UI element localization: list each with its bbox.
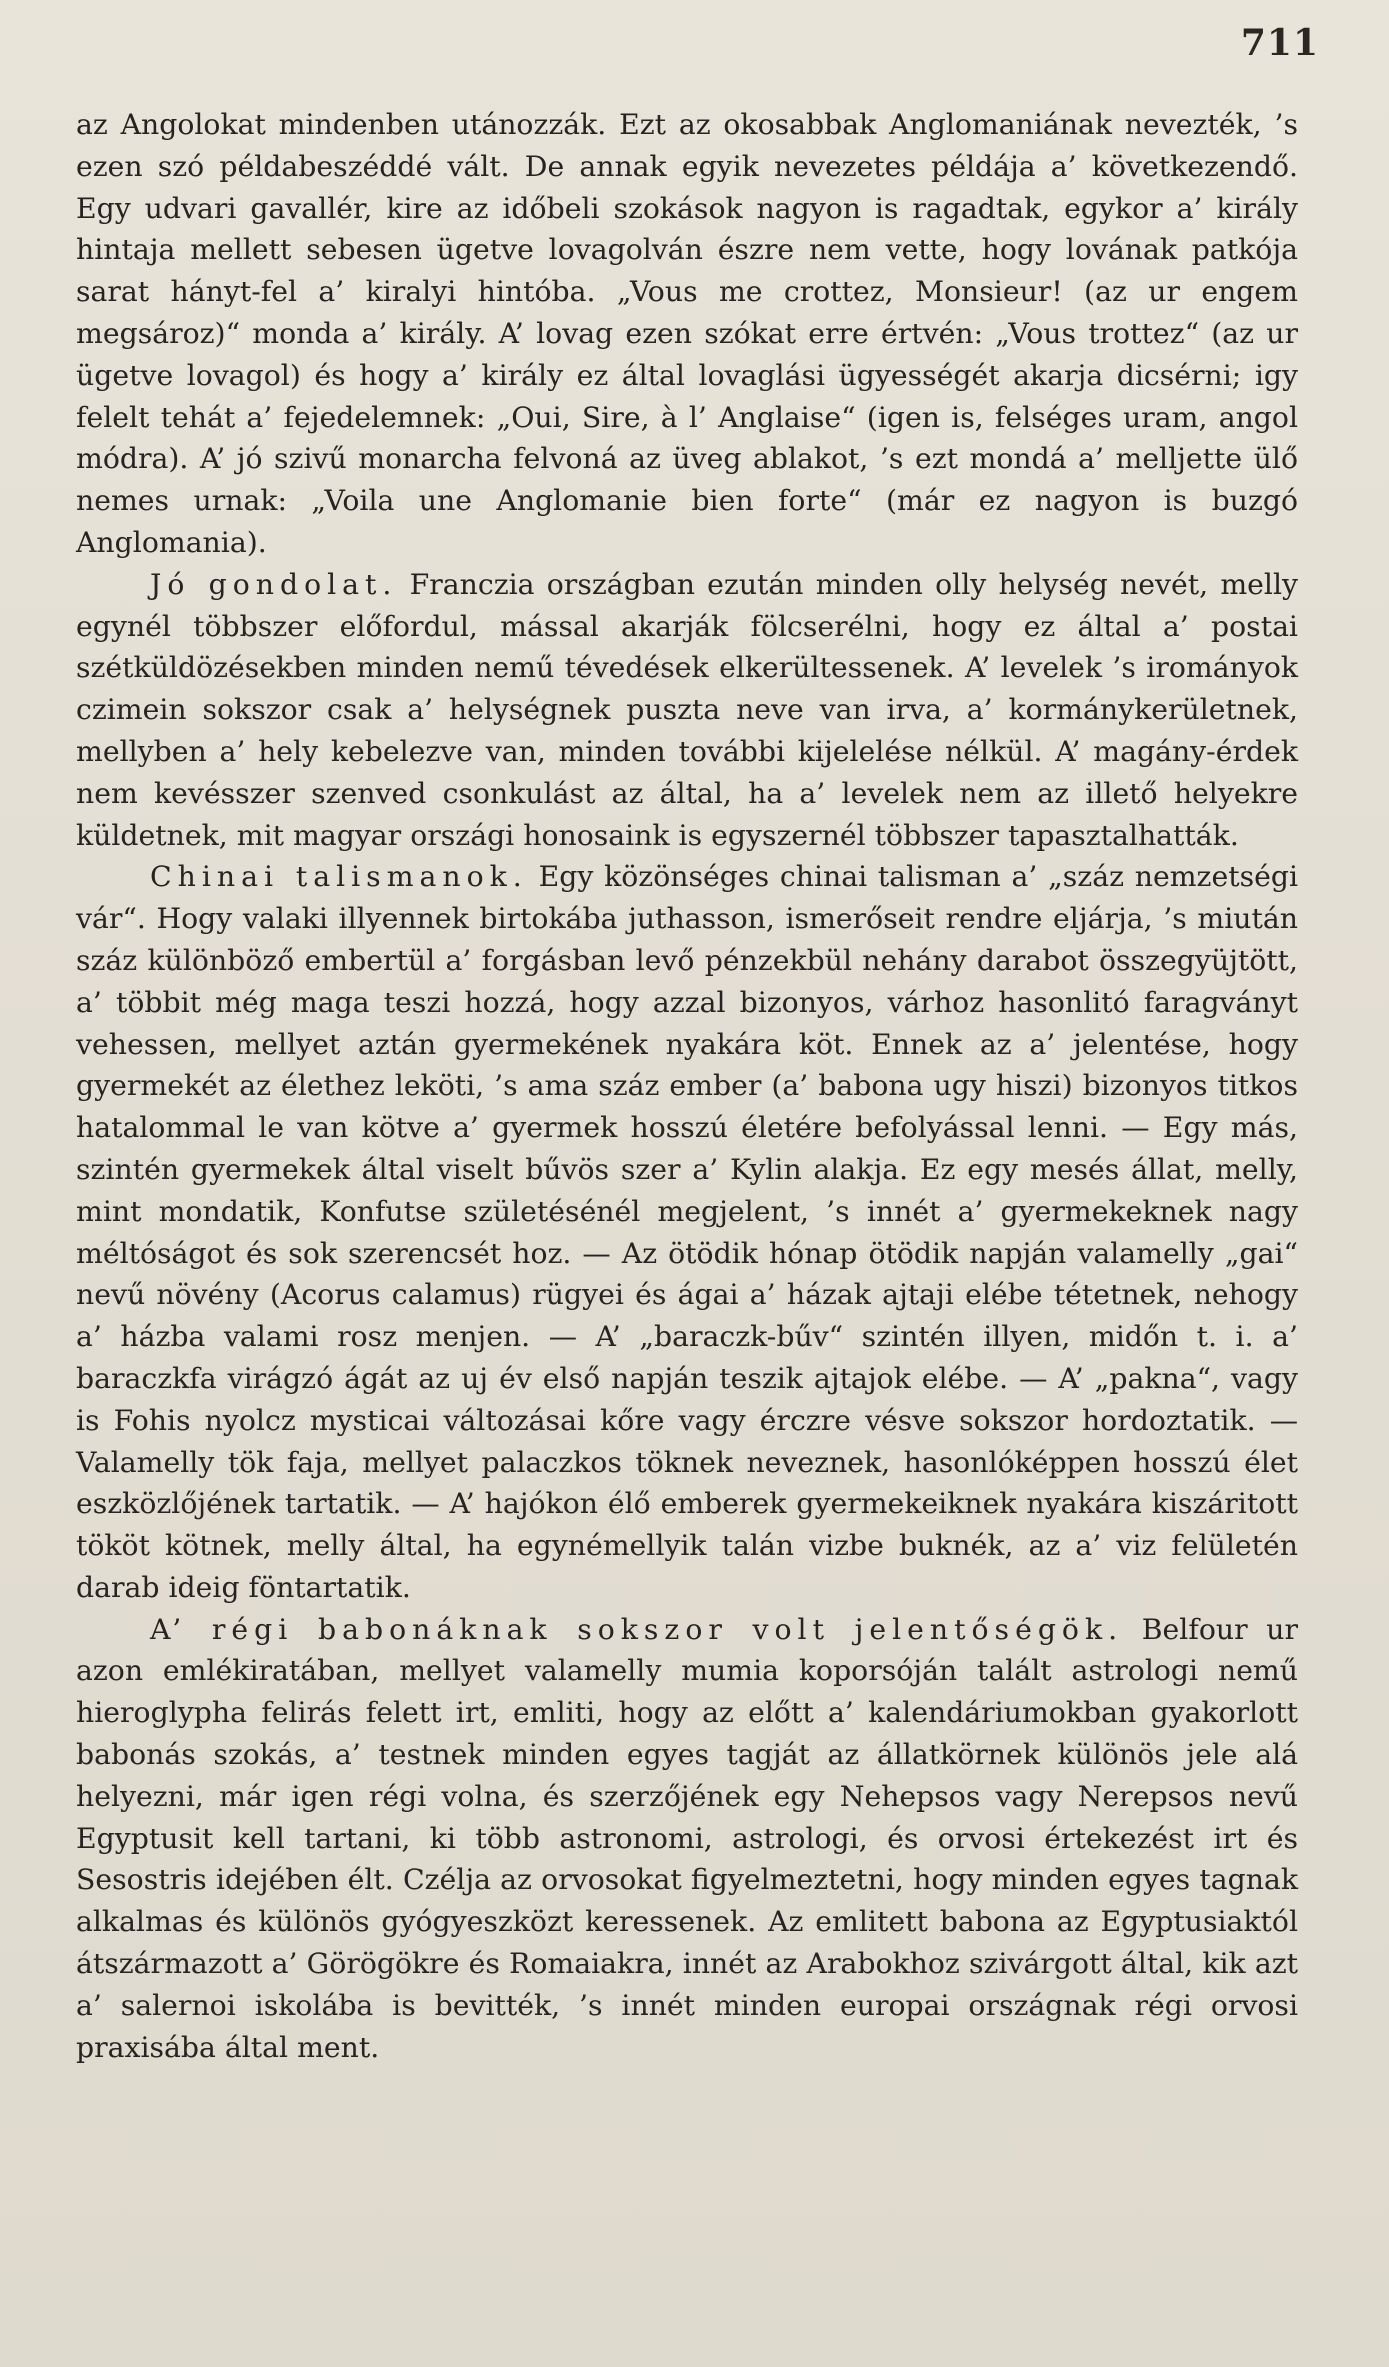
page-number: 711 xyxy=(1240,22,1319,64)
paragraph-heading: Chinai talismanok. xyxy=(150,860,528,894)
article-text xyxy=(76,104,1298,2068)
paragraph-regi-babonak xyxy=(76,1609,1298,2069)
paragraph-chinai-talismanok xyxy=(76,856,1298,1608)
paragraph-jo-gondolat xyxy=(76,564,1298,857)
paragraph-text: az Angolokat mindenben utánozzák. Ezt az okosabbak Anglomaniának nevezték, ’s ezen szó példabeszéddé vált. De annak egyik nevezetes példája a’ következendő. Egy udvari gavallér, kire az időbeli szokások nagyon is ragadtak, egykor a’ király hintaja mellett sebesen ügetve lovagolván észre nem vette, hogy lovának patkója sarat hányt-fel a’ kiralyi hintóba. „Vous me crottez, Monsieur! (az ur engem megsároz)“ monda a’ király. A’ lovag ezen szókat erre értvén: „Vous trottez“ (az ur ügetve lovagol) és hogy a’ király ez által lovaglási ügyességét akarja dicsérni; igy felelt tehát a’ fejedelemnek: „Oui, Sire, à l’ Anglaise“ (igen is, felséges uram, angol módra). A’ jó szivű monarcha felvoná az üveg ablakot, ’s ezt mondá a’ melljette ülő nemes urnak: „Voila une Anglomanie bien forte“ (már ez nagyon is buzgó Anglomania). xyxy=(76,108,1298,559)
paragraph-anglomania xyxy=(76,104,1298,564)
paragraph-heading: Jó gondolat. xyxy=(150,567,398,601)
paragraph-text: Egy közönséges chinai talisman a’ „száz nemzetségi vár“. Hogy valaki illyennek birtokába juthasson, ismerőseit rendre eljárja, ’s miután száz különböző embertül a’ forgásban levő pénzekbül nehány darabot összegyüjtött, a’ többit még maga teszi hozzá, hogy azzal bizonyos, várhoz hasonlitó faragványt vehessen, mellyet aztán gyermekének nyakára köt. Ennek az a’ jelentése, hogy gyermekét az élethez leköti, ’s ama száz ember (a’ babona ugy hiszi) bizonyos titkos hatalommal le van kötve a’ gyermek hosszú életére befolyással lenni. — Egy más, szintén gyermekek által viselt bűvös szer a’ Kylin alakja. Ez egy mesés állat, melly, mint mondatik, Konfutse születésénél megjelent, ’s innét a’ gyermekeknek nagy méltóságot és sok szerencsét hoz. — Az ötödik hónap ötödik napján valamelly „gai“ nevű növény (Acorus calamus) rügyei és ágai a’ házak ajtaji elébe tétetnek, nehogy a’ házba valami rosz menjen. — A’ „baraczk-bűv“ szintén illyen, midőn t. i. a’ baraczkfa virágzó ágát az uj év első napján teszik ajtajok elébe. — A’ „pakna“, vagy is Fohis nyolcz mysticai változásai kőre vagy érczre vésve sokszor hordoztatik. — Valamelly tök faja, mellyet palaczkos töknek neveznek, hasonlóképpen hosszú élet eszközlőjének tartatik. — A’ hajókon élő emberek gyermekeiknek nyakára kiszáritott tököt kötnek, melly által, ha egynémellyik talán vizbe buknék, az a’ viz felületén darab ideig föntartatik. xyxy=(76,860,1298,1604)
paragraph-text: Franczia országban ezután minden olly helység nevét, melly egynél többszer előfordul, mással akarják fölcserélni, hogy ez által a’ postai szétküldözésekben minden nemű tévedések elkerültessenek. A’ levelek ’s irományok czimein sokszor csak a’ helységnek puszta neve van irva, a’ kormánykerületnek, mellyben a’ hely kebelezve van, minden további kijelelése nélkül. A’ magány-érdek nem kevésszer szenved csonkulást az által, ha a’ levelek nem az illető helyekre küldetnek, mit magyar országi honosaink is egyszernél többszer tapasztalhatták. xyxy=(76,567,1298,852)
paragraph-heading: A’ régi babonáknak sokszor volt jelentőségök. xyxy=(150,1612,1124,1646)
paragraph-text: Belfour ur azon emlékiratában, mellyet valamelly mumia koporsóján talált astrologi nemű hieroglypha felirás felett irt, emliti, hogy az előtt a’ kalendáriumokban gyakorlott babonás szokás, a’ testnek minden egyes tagját az állatkörnek különös jele alá helyezni, már igen régi volna, és szerzőjének egy Nehepsos vagy Nerepsos nevű Egyptusit kell tartani, ki több astronomi, astrologi, és orvosi értekezést irt és Sesostris idejében élt. Czélja az orvosokat figyelmeztetni, hogy minden egyes tagnak alkalmas és különös gyógyeszközt keressenek. Az emlitett babona az Egyptusiaktól átszármazott a’ Görögökre és Romaiakra, innét az Arabokhoz szivárgott által, kik azt a’ salernoi iskolába is bevitték, ’s innét minden europai országnak régi orvosi praxisába által ment. xyxy=(76,1612,1298,2064)
